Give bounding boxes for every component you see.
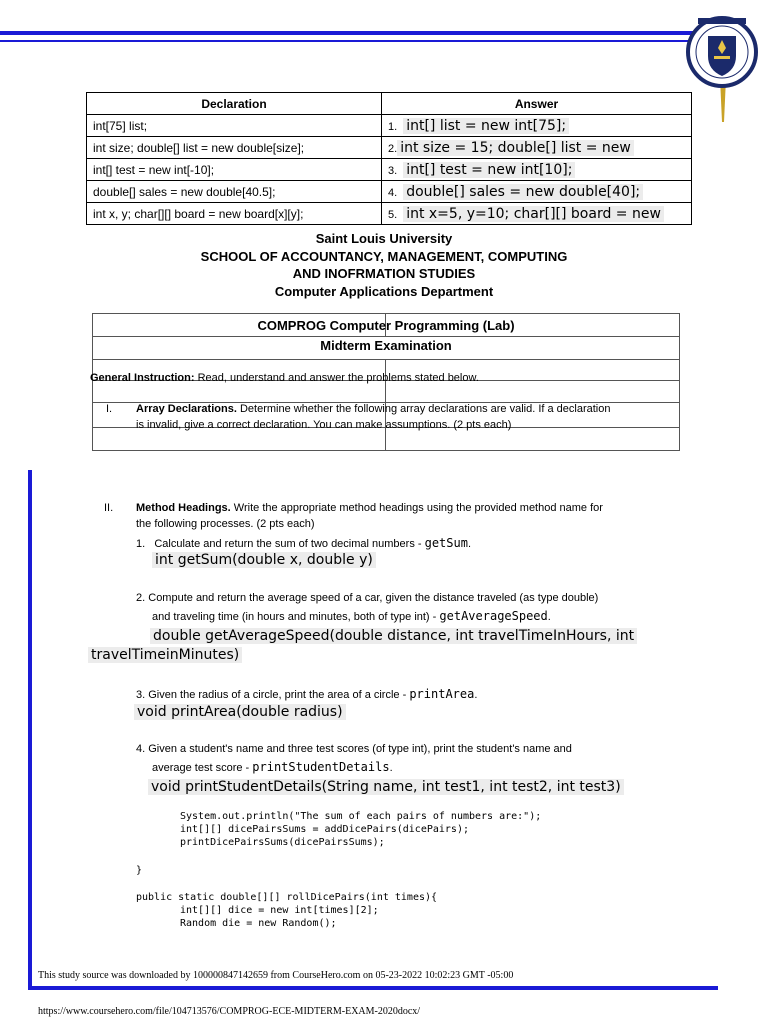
answer-text: int size = 15; double[] list = new bbox=[397, 140, 634, 156]
question-text: and traveling time (in hours and minutes, both of type int) - bbox=[152, 611, 437, 623]
table-row bbox=[87, 115, 692, 137]
question-text: Compute and return the average speed of a car, given the distance traveled (as type double) bbox=[148, 592, 599, 604]
answer-2-line-a bbox=[150, 627, 637, 645]
table-header-row bbox=[87, 93, 692, 115]
answer-cell bbox=[382, 159, 692, 181]
declaration-cell: int[] test = new int[-10]; bbox=[87, 159, 382, 181]
question-text: Given the radius of a circle, print the area of a circle - bbox=[148, 689, 407, 701]
part2-title: Method Headings. bbox=[136, 502, 231, 514]
table-row bbox=[87, 181, 692, 203]
answer-text: int x=5, y=10; char[][] board = new bbox=[403, 206, 664, 222]
general-instruction bbox=[90, 372, 690, 384]
declaration-cell: double[] sales = new double[40.5]; bbox=[87, 181, 382, 203]
declaration-cell: int x, y; char[][] board = new board[x][y]; bbox=[87, 203, 382, 225]
part1-title: Array Declarations. bbox=[136, 403, 237, 415]
exam-title: Midterm Examination bbox=[320, 338, 452, 353]
part1-heading bbox=[136, 403, 676, 415]
box-divider bbox=[93, 336, 679, 337]
part2-text-b: the following processes. (2 pts each) bbox=[136, 518, 315, 530]
download-notice: This study source was downloaded by 100000847142659 from CourseHero.com on 05-23-2022 10:02:23 GMT -05:00 bbox=[38, 970, 514, 981]
answer-1 bbox=[152, 551, 376, 569]
answer-cell bbox=[382, 203, 692, 225]
question-number: 1. bbox=[136, 538, 146, 550]
code-line: int[][] dice = new int[times][2]; bbox=[180, 905, 379, 916]
part1-text-b: is invalid, give a correct declaration. You can make assumptions. (2 pts each) bbox=[136, 419, 512, 431]
question-3 bbox=[136, 687, 477, 701]
code-line: Random die = new Random(); bbox=[180, 918, 337, 929]
method-name: printArea bbox=[409, 687, 475, 701]
answer-text: int[] list = new int[75]; bbox=[403, 118, 569, 134]
top-blue-rule-thick bbox=[0, 31, 700, 35]
school-name-line2: AND INOFRMATION STUDIES bbox=[292, 266, 476, 281]
answer-number: 4. bbox=[388, 186, 398, 199]
declaration-cell: int size; double[] list = new double[size]; bbox=[87, 137, 382, 159]
method-name: getAverageSpeed bbox=[439, 609, 548, 623]
answer-text: void printStudentDetails(String name, int test1, int test2, int test3) bbox=[148, 779, 624, 795]
answer-4 bbox=[148, 778, 624, 796]
question-text: Given a student's name and three test scores (of type int), print the student's name and bbox=[148, 743, 572, 755]
answer-cell bbox=[382, 115, 692, 137]
part2-text-a: Write the appropriate method headings using the provided method name for bbox=[233, 502, 603, 514]
question-4 bbox=[136, 743, 572, 755]
question-end: . bbox=[389, 762, 393, 774]
question-end: . bbox=[474, 689, 478, 701]
column-header-declaration: Declaration bbox=[87, 93, 382, 115]
answer-2-line-b bbox=[88, 646, 242, 664]
general-instruction-text: Read, understand and answer the problems stated below. bbox=[197, 372, 479, 384]
box-divider bbox=[93, 359, 679, 360]
top-blue-rule-thin bbox=[0, 40, 700, 42]
answer-3 bbox=[134, 703, 346, 721]
table-row bbox=[87, 203, 692, 225]
table-row bbox=[87, 159, 692, 181]
part1-text-a: Determine whether the following array declarations are valid. If a declaration bbox=[239, 403, 611, 415]
question-end: . bbox=[467, 538, 472, 550]
course-title: COMPROG Computer Programming (Lab) bbox=[257, 318, 515, 333]
university-seal-icon bbox=[680, 10, 764, 122]
bottom-blue-rule bbox=[28, 986, 718, 990]
general-instruction-label: General Instruction: bbox=[90, 372, 195, 384]
code-line: printDicePairsSums(dicePairsSums); bbox=[180, 837, 385, 848]
code-line: System.out.println("The sum of each pairs of numbers are:"); bbox=[180, 811, 542, 822]
question-2 bbox=[136, 592, 598, 604]
method-name: getSum bbox=[424, 536, 468, 550]
question-4-line-b bbox=[152, 760, 393, 774]
array-declarations-table bbox=[86, 92, 692, 225]
question-number: 3. bbox=[136, 689, 146, 701]
university-name: Saint Louis University bbox=[315, 231, 453, 246]
part1-number: I. bbox=[106, 403, 113, 415]
answer-text: void printArea(double radius) bbox=[134, 704, 346, 720]
part2-heading bbox=[136, 502, 676, 514]
question-end: . bbox=[547, 611, 551, 623]
answer-text: int[] test = new int[10]; bbox=[403, 162, 575, 178]
answer-cell bbox=[382, 137, 692, 159]
answer-text: int getSum(double x, double y) bbox=[152, 552, 376, 568]
answer-number: 5. bbox=[388, 208, 398, 221]
question-2-line-b bbox=[152, 609, 551, 623]
school-name-line1: SCHOOL OF ACCOUNTANCY, MANAGEMENT, COMPUTING bbox=[200, 249, 568, 264]
table-row bbox=[87, 137, 692, 159]
question-1 bbox=[136, 536, 471, 550]
answer-number: 2. bbox=[388, 142, 398, 155]
code-line: int[][] dicePairsSums = addDicePairs(dicePairs); bbox=[180, 824, 469, 835]
declaration-cell: int[75] list; bbox=[87, 115, 382, 137]
method-name: printStudentDetails bbox=[252, 760, 390, 774]
question-number: 2. bbox=[136, 592, 146, 604]
code-line: public static double[][] rollDicePairs(int times){ bbox=[136, 892, 438, 903]
answer-text: double[] sales = new double[40]; bbox=[403, 184, 643, 200]
part2-number: II. bbox=[104, 502, 114, 514]
left-blue-rule bbox=[28, 470, 32, 990]
answer-number: 1. bbox=[388, 120, 398, 133]
answer-text: double getAverageSpeed(double distance, int travelTimeInHours, int bbox=[150, 628, 637, 644]
code-line: } bbox=[136, 865, 143, 876]
column-header-answer: Answer bbox=[382, 93, 692, 115]
source-url-link[interactable]: https://www.coursehero.com/file/104713576/COMPROG-ECE-MIDTERM-EXAM-2020docx/ bbox=[38, 1006, 421, 1017]
answer-cell bbox=[382, 181, 692, 203]
answer-number: 3. bbox=[388, 164, 398, 177]
answer-text: travelTimeinMinutes) bbox=[88, 647, 242, 663]
question-number: 4. bbox=[136, 743, 146, 755]
department-name: Computer Applications Department bbox=[274, 284, 494, 299]
question-text: Calculate and return the sum of two decimal numbers - bbox=[154, 538, 422, 550]
question-text: average test score - bbox=[152, 762, 250, 774]
